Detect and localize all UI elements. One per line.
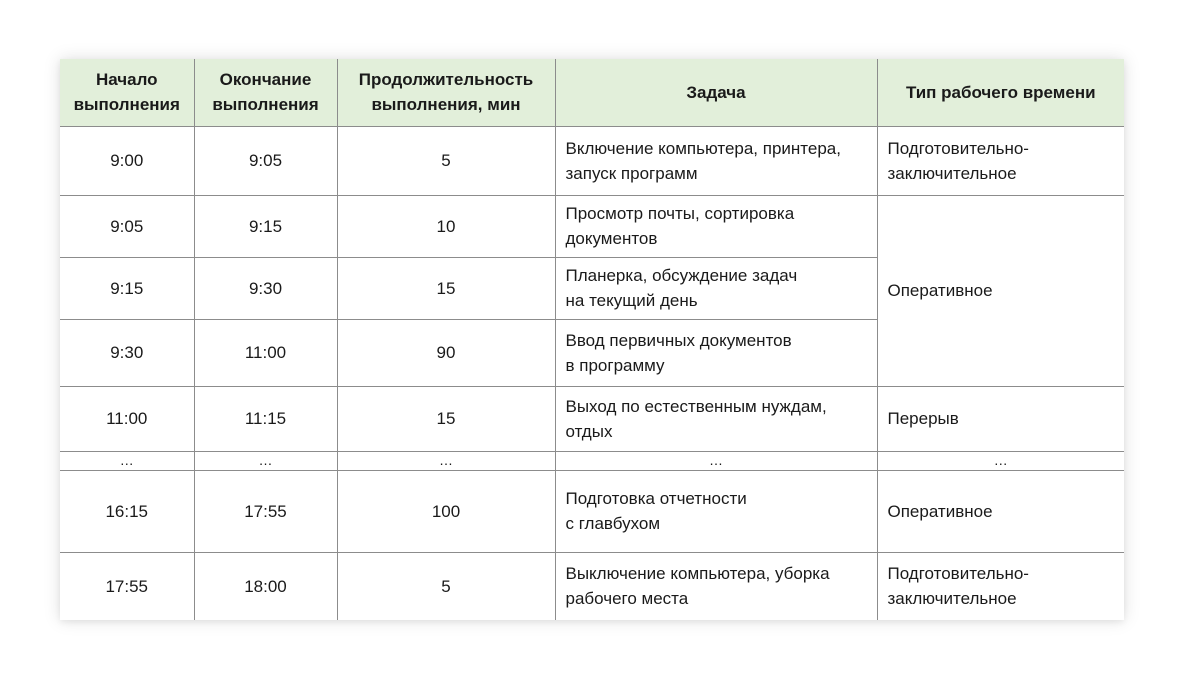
cell-type: Перерыв [877,386,1124,451]
cell-task: Просмотр почты, сортировка документов [555,195,877,257]
table-row [60,552,1124,620]
table-header-row [60,59,1124,126]
cell-end: 18:00 [194,552,337,620]
table-row [60,126,1124,195]
cell-duration: 15 [337,386,555,451]
cell-task: Включение компьютера, принтера, запуск программ [555,126,877,195]
cell-type: Подготовительно- заключительное [877,126,1124,195]
cell-end: 11:00 [194,319,337,386]
header-duration: Продолжительность выполнения, мин [337,59,555,126]
cell-end: 9:30 [194,257,337,319]
cell-start: 11:00 [60,386,194,451]
header-end: Окончание выполнения [194,59,337,126]
cell-task: Выход по естественным нуждам, отдых [555,386,877,451]
cell-duration: 100 [337,470,555,552]
work-time-table-card [60,59,1124,620]
cell-duration: 15 [337,257,555,319]
cell-start: 16:15 [60,470,194,552]
cell-duration: 5 [337,552,555,620]
work-time-table [60,59,1124,620]
cell-task: … [555,451,877,470]
cell-end: 11:15 [194,386,337,451]
cell-task: Ввод первичных документов в программу [555,319,877,386]
cell-start: 9:15 [60,257,194,319]
cell-end: 17:55 [194,470,337,552]
cell-type: Подготовительно- заключительное [877,552,1124,620]
cell-task: Выключение компьютера, уборка рабочего места [555,552,877,620]
cell-start: … [60,451,194,470]
cell-end: 9:05 [194,126,337,195]
table-row [60,195,1124,257]
cell-end: … [194,451,337,470]
cell-start: 9:30 [60,319,194,386]
cell-duration: … [337,451,555,470]
table-row-ellipsis [60,451,1124,470]
table-row [60,386,1124,451]
cell-end: 9:15 [194,195,337,257]
cell-type: Оперативное [877,470,1124,552]
cell-type: … [877,451,1124,470]
cell-type: Оперативное [877,195,1124,386]
header-start: Начало выполнения [60,59,194,126]
cell-start: 9:00 [60,126,194,195]
cell-duration: 5 [337,126,555,195]
cell-task: Планерка, обсуждение задач на текущий день [555,257,877,319]
cell-start: 9:05 [60,195,194,257]
header-task: Задача [555,59,877,126]
cell-duration: 10 [337,195,555,257]
table-row [60,470,1124,552]
header-type: Тип рабочего времени [877,59,1124,126]
cell-duration: 90 [337,319,555,386]
cell-task: Подготовка отчетности с главбухом [555,470,877,552]
cell-start: 17:55 [60,552,194,620]
